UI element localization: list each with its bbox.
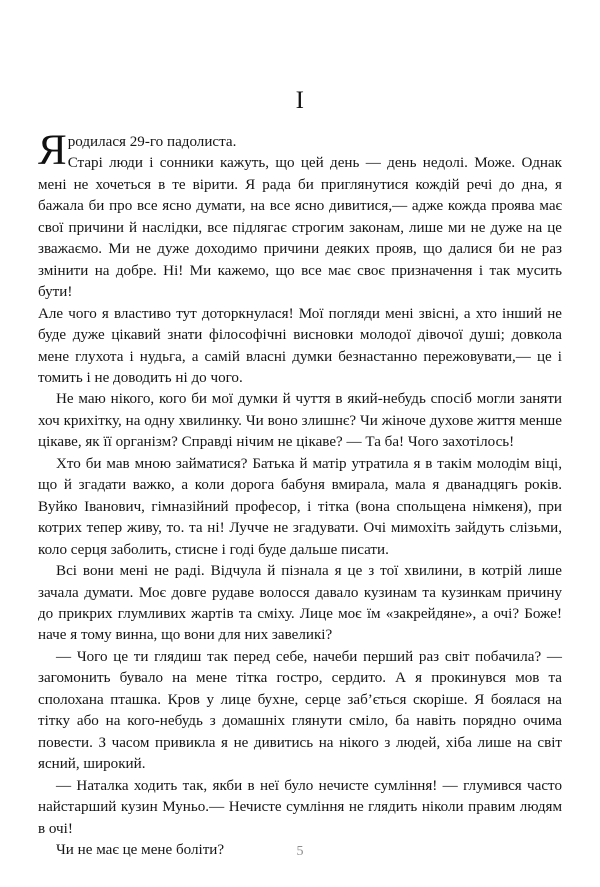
chapter-numeral-heading: I	[295, 87, 305, 114]
paragraph-text: Чи не має це мене боліти?	[56, 841, 225, 858]
paragraph-7-dialogue	[38, 647, 562, 776]
paragraph-text: — Чого це ти глядиш так перед себе, начеби перший раз світ побачила? — загомонить бувало на мене тітка гостро, сердито. А я прокинувся мов та сполохана пташка. Кров у лице бухне, серце заб’ється скоріше. Я боялася на тітку або на кого-небудь з домашніх глянути сміло, ба навіть порядно очима повести. З часом привикла я не дивитись на нікого з людей, хіба лише на світ ясний, широкий.	[38, 648, 562, 773]
paragraph-text: — Наталка ходить так, якби в неї було нечисте сумління! — глумився часто найстарший кузин Муньо.— Нечисте сумління не глядить ніколи правим людям в очі!	[38, 777, 562, 837]
paragraph-opening	[38, 127, 562, 174]
paragraph-text: Не маю нікого, кого би мої думки й чуття в який-небудь спосіб могли заняти хоч крихітку, на одну хвилинку. Чи воно злишнє? Чи жіноче духове життя менше цікаве, як її організм? Справді нічим не цікаве? — Та ба! Чого захотілось!	[38, 391, 562, 451]
paragraph-5	[38, 454, 562, 561]
paragraph-8-dialogue	[38, 776, 562, 840]
paragraph-dropcap-continuation	[38, 153, 562, 303]
paragraph-6	[38, 561, 562, 647]
paragraph-text: Хто би мав мною займатися? Батька й матір утратила я в такім молодім віці, що й згадати важко, а коли дорога бабуня вмирала, мала я дванадцягь років. Вуйко Іванович, гімназійний професор, і тітка (вона спольщена німкеня), при котрих тепер живу, то. та ні! Лучче не згадувати. Очі мимохіть зайдуть слізьми, коло серця заболить, стисне і годі буде дальше писати.	[38, 455, 562, 558]
body-text-block	[38, 127, 562, 861]
page-number-folio: 5	[296, 844, 304, 859]
paragraph-3	[38, 304, 562, 390]
paragraph-text: Всі вони мені не раді. Відчула й пізнала я це з тої хвилини, в котрій лише зачала думати. Моє довге рудаве волосся давало кузинам та кузинкам причину до прикрих глумливих жартів та сміху. Лице моє їм «закрейдяне», а очі? Боже! наче я тому винна, що вони для них завеликі?	[38, 563, 562, 644]
paragraph-text: Старі люди і сонники кажуть, що цей день — день недолі. Може. Однак мені не хочеться в те вірити. Я рада би приглянутися кождій речі до дна, я бажала би про все ясно думати, на все ясно дивитися,— адже кожда проява має свої причини й наслідки, все підлягає строгим законам, лише ми не дуже на це зважаємо. Ми не дуже доходимо причини деяких прояв, що далися би не раз змінити на добре. Ні! Ми кажемо, що все має своє призначення і так мусить бути!	[38, 155, 562, 301]
paragraph-text: родилася 29-го падолиста.	[67, 134, 237, 150]
paragraph-text: Але чого я властиво тут доторкнулася! Мої погляди мені звісні, а хто інший не буде дуже цікавий знати філософічні висновки молодої дівочої душі; довкола мене глухота і нудьга, а самій власні думки безнастанно пережовувати,— це і томить і не доводить ні до чого.	[38, 305, 562, 386]
drop-cap-letter: Я	[38, 127, 67, 174]
paragraph-4	[38, 389, 562, 453]
